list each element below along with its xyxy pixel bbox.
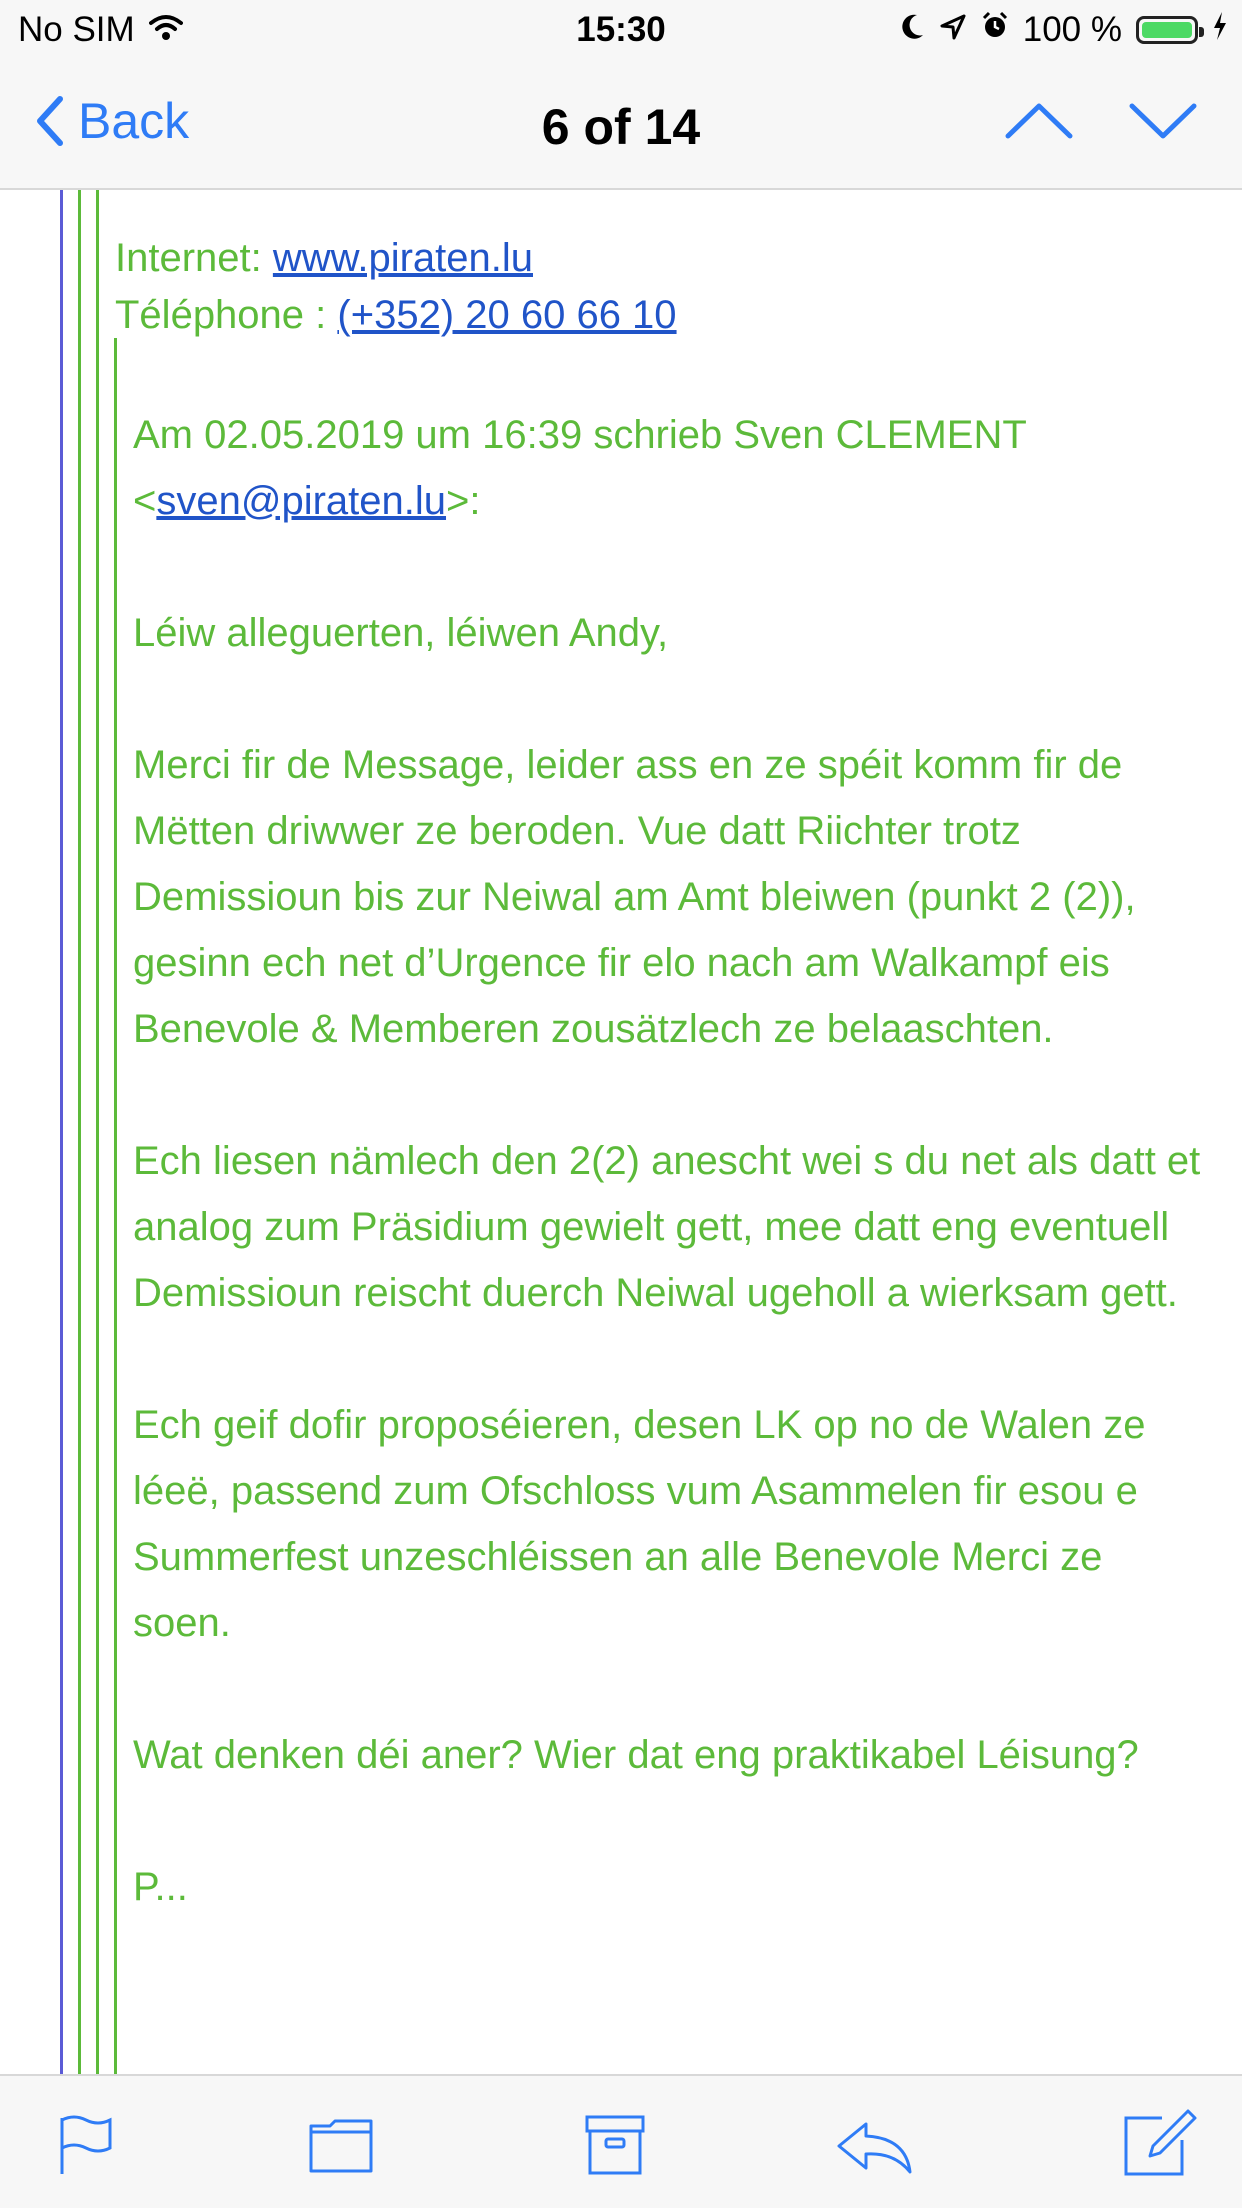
quote-header: [133, 402, 1203, 534]
message-nav-arrows: [1004, 100, 1198, 142]
status-right: [899, 10, 1228, 50]
quote-line-2: [78, 190, 81, 2074]
quote-paragraph-4: Wat denken déi aner? Wier dat eng praktikabel Léisung?: [133, 1733, 1139, 1777]
website-link[interactable]: www.piraten.lu: [272, 236, 533, 280]
quote-header-suffix: >:: [446, 479, 481, 523]
quote-paragraph-2: Ech liesen nämlech den 2(2) anescht wei s du net als datt et analog zum Präsidium gewielt gett, mee datt eng eventuell Demissioun reischt duerch Neiwal ugeholl a wierksam gett.: [133, 1139, 1201, 1315]
quote-paragraph-5: P...: [133, 1865, 188, 1909]
quoted-message: [133, 402, 1203, 1986]
carrier-label: No SIM: [18, 10, 135, 49]
chevron-up-icon[interactable]: [1004, 100, 1074, 142]
alarm-icon: [981, 10, 1009, 50]
bottom-toolbar: [0, 2074, 1242, 2208]
compose-icon[interactable]: [1122, 2108, 1198, 2178]
quote-line-3: [96, 190, 99, 2074]
quote-header-prefix: Am 02.05.2019 um 16:39 schrieb Sven CLEMENT <: [133, 413, 1027, 523]
signature-internet: [115, 230, 677, 287]
charging-icon: [1212, 10, 1228, 50]
status-bar: [0, 0, 1242, 62]
flag-icon[interactable]: [58, 2114, 114, 2176]
chevron-down-icon[interactable]: [1128, 100, 1198, 142]
email-link[interactable]: sven@piraten.lu: [156, 479, 447, 523]
reply-icon[interactable]: [836, 2120, 914, 2174]
moon-icon: [899, 10, 925, 50]
signature-block: [115, 230, 677, 344]
quote-paragraph-1: Merci fir de Message, leider ass en ze spéit komm fir de Mëtten driwwer ze beroden. Vue datt Riichter trotz Demissioun bis zur Neiwal am Amt bleiwen (punkt 2 (2)), gesinn ech net d’Urgence fir elo nach am Walkampf eis Benevole & Memberen zousätzlech ze belaaschten.: [133, 743, 1136, 1051]
folder-icon[interactable]: [308, 2118, 374, 2174]
quote-greeting: Léiw alleguerten, léiwen Andy,: [133, 611, 669, 655]
battery-icon: [1136, 16, 1198, 44]
quote-line-1: [60, 190, 63, 2074]
battery-percent: 100 %: [1022, 10, 1122, 49]
signature-phone: [115, 287, 677, 344]
quote-line-4: [114, 338, 117, 2074]
quote-paragraph-3: Ech geif dofir proposéieren, desen LK op no de Walen ze léeë, passend zum Ofschloss vum Asammelen fir esou e Summerfest unzeschléissen an alle Benevole Merci ze soen.: [133, 1403, 1146, 1645]
page-title: 6 of 14: [541, 99, 701, 155]
archive-icon[interactable]: [584, 2114, 646, 2176]
phone-link[interactable]: (+352) 20 60 66 10: [337, 293, 677, 337]
phone-label: Téléphone :: [115, 293, 338, 337]
nav-bar: [0, 62, 1242, 190]
status-time: 15:30: [576, 10, 666, 49]
back-label: Back: [78, 93, 190, 149]
message-body[interactable]: [0, 190, 1242, 2074]
internet-label: Internet:: [115, 236, 273, 280]
location-icon: [939, 10, 967, 50]
